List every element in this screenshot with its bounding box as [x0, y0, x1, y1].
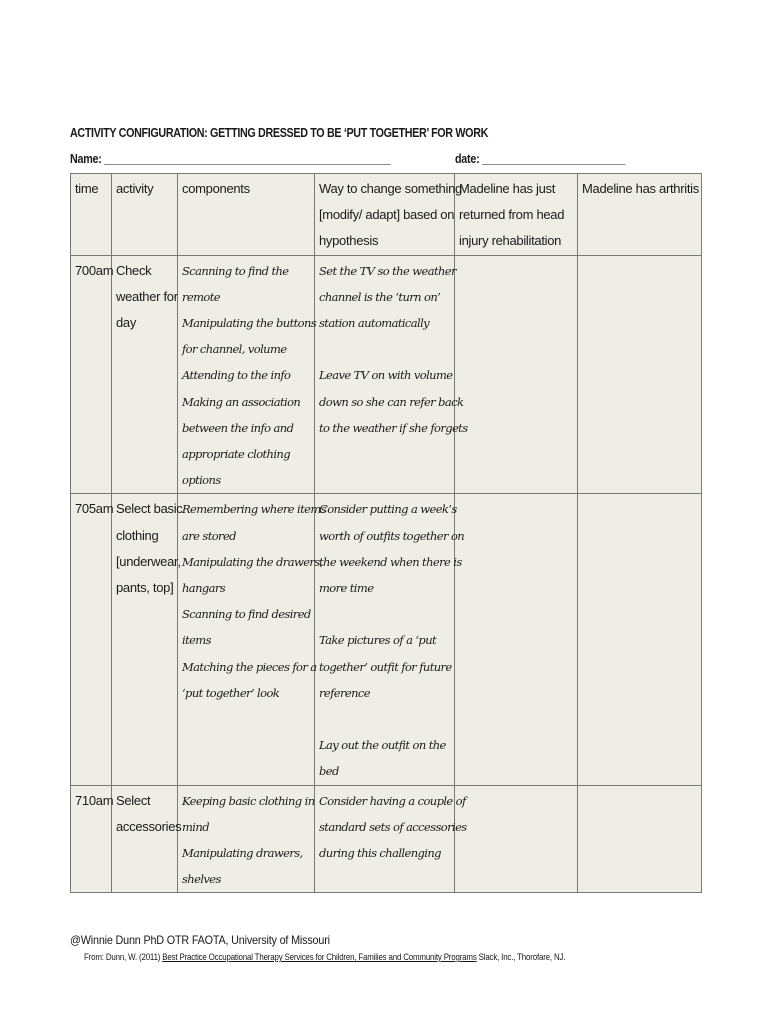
document-title: ACTIVITY CONFIGURATION: GETTING DRESSED TO BE ‘PUT TOGETHER’ FOR WORK	[70, 126, 489, 140]
components-cell	[178, 494, 326, 785]
table-header-row	[71, 174, 702, 256]
table-row	[71, 255, 702, 494]
time-cell	[71, 785, 112, 893]
cell-line: Madeline has arthritis	[582, 181, 699, 196]
source-suffix: Slack, Inc., Thorofare, NJ.	[476, 952, 566, 962]
cell-line: hypothesis	[319, 233, 379, 249]
cell-line: Scanning to find desired	[182, 607, 311, 622]
cell-line: Way to change something	[319, 181, 462, 196]
cell-line: components	[182, 181, 250, 196]
cell-line: Matching the pieces for a	[182, 659, 317, 674]
cell-line: Madeline has just	[459, 181, 556, 196]
cell-line: during this challenging	[319, 846, 441, 861]
time-cell	[71, 494, 112, 785]
cell-line: channel is the ‘turn on’	[319, 289, 441, 304]
way-to-change-cell	[315, 785, 467, 893]
cell-line: Remembering where items	[182, 502, 326, 517]
cell-spacer	[319, 601, 450, 627]
cell-line: Take pictures of a ‘put	[319, 633, 437, 648]
cell-line: time	[75, 181, 99, 196]
cell-line: accessories	[116, 818, 182, 834]
cell-line: for channel, volume	[182, 342, 287, 357]
cell-line: bed	[319, 764, 339, 779]
cell-line: activity	[116, 181, 154, 196]
components-cell	[178, 255, 315, 494]
cell-line: options	[182, 473, 221, 488]
cell-line: Keeping basic clothing in	[182, 793, 315, 808]
copyright-credit: @Winnie Dunn PhD OTR FAOTA, University of Missouri	[70, 933, 330, 947]
madeline-head-injury-cell[interactable]	[455, 255, 578, 494]
cell-line: injury rehabilitation	[459, 233, 562, 249]
cell-line: are stored	[182, 528, 236, 543]
cell-spacer	[319, 336, 450, 362]
cell-line: Check	[116, 262, 152, 278]
source-prefix: From: Dunn, W. (2011)	[84, 952, 163, 962]
cell-line: weather for	[116, 288, 178, 304]
time-value: 710am	[75, 792, 114, 808]
cell-spacer	[319, 706, 450, 732]
madeline-head-injury-cell[interactable]	[455, 785, 578, 893]
cell-line: returned from head	[459, 207, 565, 223]
cell-line: Select	[116, 792, 151, 808]
header-madeline-arthritis	[578, 174, 702, 256]
activity-cell	[112, 785, 182, 893]
cell-line: items	[182, 633, 211, 648]
cell-line: down so she can refer back	[319, 394, 464, 409]
source-book-title: Best Practice Occupational Therapy Services for Children, Families and Community Programs	[162, 952, 477, 962]
activity-table	[70, 173, 702, 893]
cell-line: Lay out the outfit on the	[319, 738, 446, 753]
cell-line: [modify/ adapt] based on	[319, 207, 455, 223]
cell-line: standard sets of accessories	[319, 819, 467, 834]
activity-cell	[112, 255, 178, 494]
cell-line: Manipulating the buttons	[182, 316, 317, 331]
cell-line: Manipulating the drawers,	[182, 554, 323, 569]
cell-line: [underwear,	[116, 553, 181, 569]
cell-line: worth of outfits together on	[319, 528, 465, 543]
madeline-arthritis-cell[interactable]	[578, 785, 702, 893]
cell-line: together’ outfit for future	[319, 659, 452, 674]
header-madeline-head-injury	[455, 174, 578, 256]
cell-line: Select basic	[116, 501, 183, 517]
cell-line: mind	[182, 819, 209, 834]
cell-line: Consider putting a week’s	[319, 502, 457, 517]
cell-line: Consider having a couple of	[319, 793, 466, 808]
cell-line: Leave TV on with volume	[319, 368, 453, 383]
cell-line: appropriate clothing	[182, 447, 290, 462]
madeline-arthritis-cell[interactable]	[578, 255, 702, 494]
header-components	[178, 174, 315, 256]
components-cell	[178, 785, 315, 893]
cell-line: pants, top]	[116, 580, 174, 596]
cell-line: Set the TV so the weather	[319, 263, 456, 278]
name-field: Name: __________________________________________________	[70, 152, 391, 166]
cell-line: to the weather if she forgets	[319, 420, 468, 435]
activity-cell	[112, 494, 183, 785]
cell-line: Manipulating drawers,	[182, 846, 303, 861]
time-value: 700am	[75, 262, 114, 278]
madeline-head-injury-cell[interactable]	[455, 494, 578, 785]
cell-line: day	[116, 315, 137, 331]
cell-line: more time	[319, 581, 374, 596]
header-way-to-change	[315, 174, 462, 256]
madeline-arthritis-cell[interactable]	[578, 494, 702, 785]
cell-line: Attending to the info	[182, 368, 291, 383]
cell-line: hangars	[182, 581, 226, 596]
table-row	[71, 494, 702, 785]
way-to-change-cell	[315, 494, 465, 785]
header-activity	[112, 174, 178, 256]
cell-line: ‘put together’ look	[182, 685, 280, 700]
source-citation	[84, 952, 565, 962]
cell-line: remote	[182, 289, 220, 304]
table-row	[71, 785, 702, 893]
cell-line: clothing	[116, 527, 159, 543]
time-cell	[71, 255, 112, 494]
cell-line: shelves	[182, 872, 221, 887]
cell-line: between the info and	[182, 420, 294, 435]
header-time	[71, 174, 112, 256]
cell-line: Scanning to find the	[182, 263, 289, 278]
way-to-change-cell	[315, 255, 468, 494]
cell-line: the weekend when there is	[319, 554, 462, 569]
date-field: date: _________________________	[455, 152, 626, 166]
time-value: 705am	[75, 501, 114, 517]
cell-line: Making an association	[182, 394, 301, 409]
cell-line: reference	[319, 685, 370, 700]
cell-line: station automatically	[319, 316, 430, 331]
